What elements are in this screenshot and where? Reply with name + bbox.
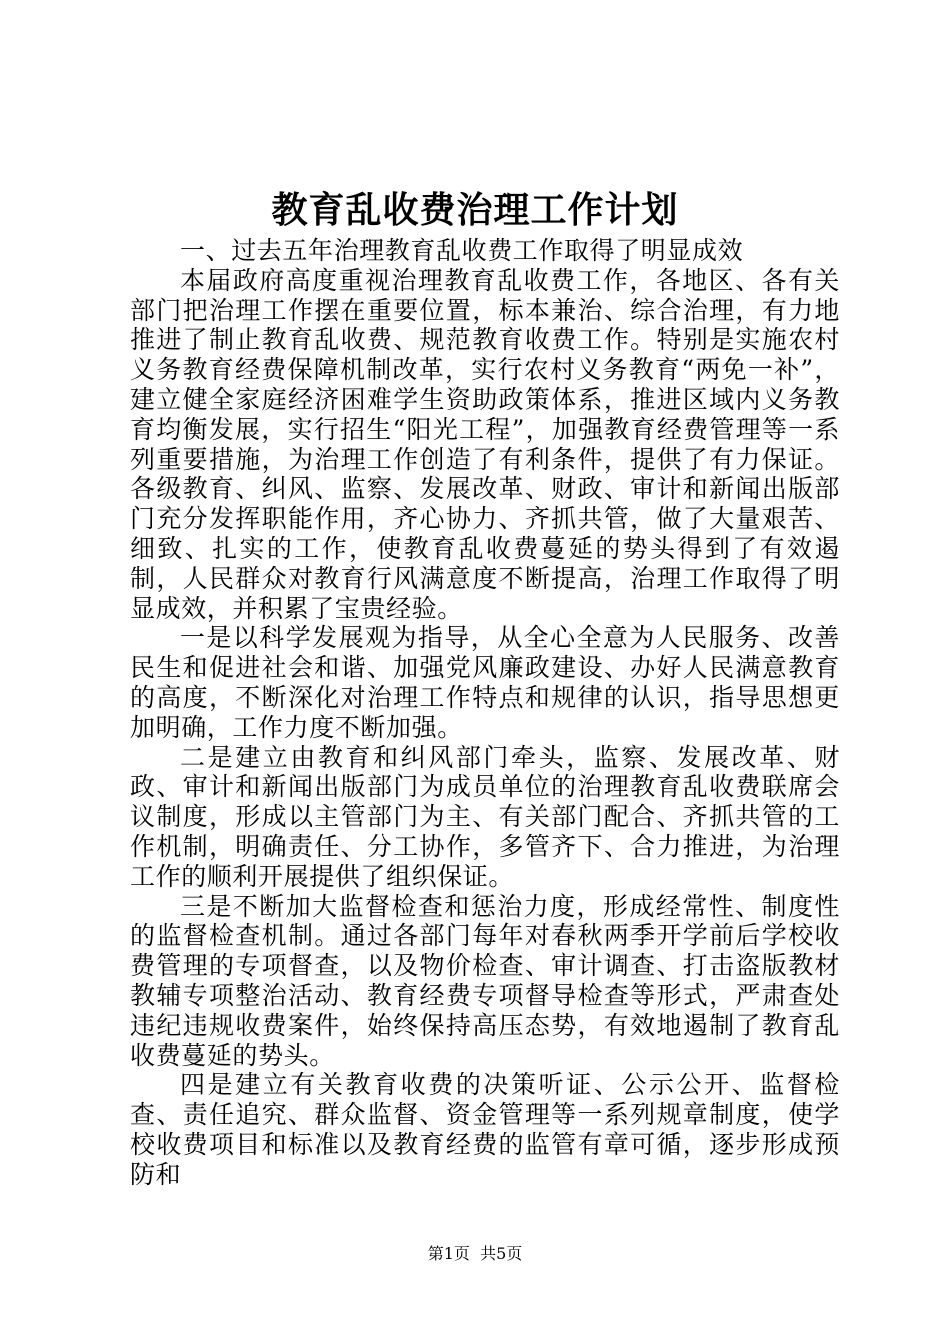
paragraph-point-one: 一是以科学发展观为指导，从全心全意为人民服务、改善民生和促进社会和谐、加强党风廉政建设、办好人民满意教育的高度，不断深化对治理工作特点和规律的认识，指导思想更加明确，工作力度不断加强。 (130, 623, 840, 742)
paragraph-intro: 本届政府高度重视治理教育乱收费工作，各地区、各有关部门把治理工作摆在重要位置，标本兼治、综合治理，有力地推进了制止教育乱收费、规范教育收费工作。特别是实施农村义务教育经费保障机制改革，实行农村义务教育“两免一补”，建立健全家庭经济困难学生资助政策体系，推进区域内义务教育均衡发展，实行招生“阳光工程”，加强教育经费管理等一系列重要措施，为治理工作创造了有利条件，提供了有力保证。各级教育、纠风、监察、发展改革、财政、审计和新闻出版部门充分发挥职能作用，齐心协力、齐抓共管，做了大量艰苦、细致、扎实的工作，使教育乱收费蔓延的势头得到了有效遏制，人民群众对教育行风满意度不断提高，治理工作取得了明显成效，并积累了宝贵经验。 (130, 265, 840, 623)
page-footer (0, 1243, 950, 1265)
section-heading: 一、过去五年治理教育乱收费工作取得了明显成效 (180, 236, 744, 265)
document-title: 教育乱收费治理工作计划 (271, 189, 679, 231)
document-body (130, 236, 840, 1190)
paragraph-point-three: 三是不断加大监督检查和惩治力度，形成经常性、制度性的监督检查机制。通过各部门每年对春秋两季开学前后学校收费管理的专项督查，以及物价检查、审计调查、打击盗版教材教辅专项整治活动、教育经费专项督导检查等形式，严肃查处违纪违规收费案件，始终保持高压态势，有效地遏制了教育乱收费蔓延的势头。 (130, 891, 840, 1070)
paragraph-point-two: 二是建立由教育和纠风部门牵头，监察、发展改革、财政、审计和新闻出版部门为成员单位的治理教育乱收费联席会议制度，形成以主管部门为主、有关部门配合、齐抓共管的工作机制，明确责任、分工协作，多管齐下、合力推进，为治理工作的顺利开展提供了组织保证。 (130, 742, 840, 891)
page-number: 第1页 (427, 1244, 470, 1263)
page-total: 共5页 (480, 1244, 523, 1263)
paragraph-point-four: 四是建立有关教育收费的决策听证、公示公开、监督检查、责任追究、群众监督、资金管理等一系列规章制度，使学校收费项目和标准以及教育经费的监管有章可循，逐步形成预防和 (130, 1070, 840, 1189)
